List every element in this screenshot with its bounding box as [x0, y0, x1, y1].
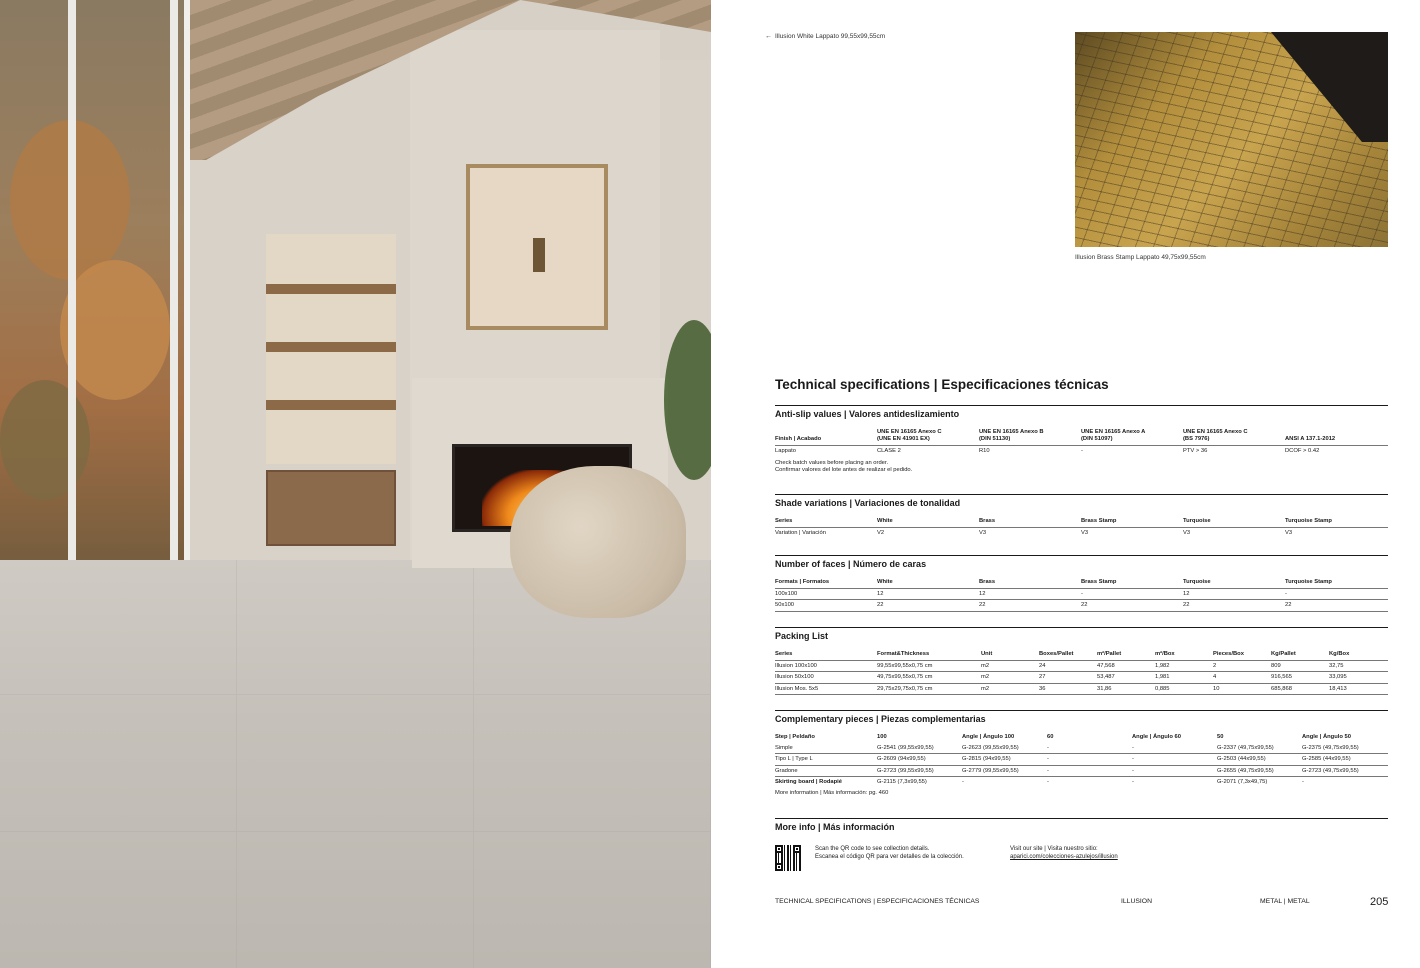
table-cell: - — [1081, 589, 1183, 600]
visit-site: Visit our site | Visita nuestro sitio: aparici.com/colecciones-azulejos/illusion — [1010, 846, 1118, 861]
table-cell: V3 — [1081, 530, 1089, 537]
table-cell: m2 — [981, 661, 1039, 672]
table-cell: - — [1047, 766, 1132, 777]
table-cell: m2 — [981, 684, 1039, 695]
table-cell: V3 — [979, 530, 987, 537]
column-header: Unit — [981, 651, 1039, 661]
page-title: Technical specifications | Especificaciones técnicas — [775, 377, 1109, 392]
table-cell: 22 — [877, 600, 979, 611]
table-cell: 24 — [1039, 661, 1097, 672]
shade-section — [775, 494, 1388, 538]
table-cell: R10 — [979, 448, 990, 455]
table-cell: 4 — [1213, 672, 1271, 683]
table-cell: V3 — [1285, 530, 1293, 537]
table-cell: 1,982 — [1155, 661, 1213, 672]
table-cell: Variation | Variación — [775, 530, 826, 537]
wood-cabinet — [266, 470, 396, 546]
table-cell: PTV > 36 — [1183, 448, 1208, 455]
table-cell: 29,75x29,75x0,75 cm — [877, 684, 981, 695]
column-header: 60 — [1047, 734, 1054, 740]
complementary-table — [775, 734, 1388, 787]
table-cell: 100x100 — [775, 589, 877, 600]
table-cell: CLASE 2 — [877, 448, 901, 455]
table-cell: 22 — [979, 600, 1081, 611]
table-cell: G-2541 (99,55x99,55) — [877, 743, 962, 754]
table-cell: Illusion 50x100 — [775, 672, 877, 683]
table-cell: 809 — [1271, 661, 1329, 672]
table-cell: - — [1132, 778, 1134, 785]
footer-category: METAL | METAL — [1260, 898, 1310, 905]
column-header: Angle | Ángulo 50 — [1302, 734, 1351, 740]
table-cell: G-2815 (94x99,55) — [962, 754, 1047, 765]
arrow-left-icon: ← — [765, 33, 772, 40]
table-cell: Illusion Mos. 5x5 — [775, 684, 877, 695]
table-cell: Gradone — [775, 766, 877, 777]
table-cell: 27 — [1039, 672, 1097, 683]
shelf — [266, 342, 396, 352]
page-number: 205 — [1370, 896, 1389, 908]
table-cell: - — [1047, 754, 1132, 765]
column-header: m²/Pallet — [1097, 651, 1155, 661]
column-header: Finish | Acabado — [775, 436, 877, 446]
section-heading: Anti-slip values | Valores antideslizamiento — [775, 409, 960, 419]
table-cell: - — [1047, 778, 1049, 785]
shade-table — [775, 518, 1388, 538]
table-cell: G-2115 (7,3x99,55) — [877, 778, 927, 785]
footer-section-label: TECHNICAL SPECIFICATIONS | ESPECIFICACIONES TÉCNICAS — [775, 898, 980, 905]
table-cell: V3 — [1183, 530, 1191, 537]
faces-section — [775, 555, 1388, 612]
section-heading: Number of faces | Número de caras — [775, 559, 927, 569]
table-cell: G-2723 (99,55x99,55) — [877, 766, 962, 777]
column-header: Series — [775, 518, 877, 528]
column-header: Kg/Pallet — [1271, 651, 1329, 661]
table-cell: 99,55x99,55x0,75 cm — [877, 661, 981, 672]
brass-stamp-photo — [1075, 32, 1388, 247]
antislip-section — [775, 405, 1388, 475]
table-cell: 22 — [1285, 600, 1388, 611]
table-cell: Skirting board | Rodapié — [775, 778, 843, 785]
table-cell: m2 — [981, 672, 1039, 683]
table-cell: - — [1302, 778, 1304, 785]
column-header: Turquoise Stamp — [1285, 579, 1388, 589]
column-header: Boxes/Pallet — [1039, 651, 1097, 661]
table-cell: - — [1081, 448, 1083, 455]
column-header: Turquoise — [1183, 518, 1285, 528]
footer-collection: ILLUSION — [1121, 898, 1152, 905]
table-cell: 12 — [877, 589, 979, 600]
table-cell: 36 — [1039, 684, 1097, 695]
column-header: Turquoise Stamp — [1285, 518, 1388, 528]
table-cell: G-2503 (44x99,55) — [1217, 754, 1302, 765]
column-header: Turquoise — [1183, 579, 1285, 589]
column-header: 100 — [877, 734, 887, 740]
table-cell: Illusion 100x100 — [775, 661, 877, 672]
table-cell: 22 — [1183, 600, 1285, 611]
antislip-table — [775, 429, 1388, 457]
table-cell: G-2375 (49,75x99,55) — [1302, 743, 1388, 754]
table-cell: G-2723 (49,75x99,55) — [1302, 766, 1388, 777]
section-heading: Packing List — [775, 631, 829, 641]
table-cell: G-2655 (49,75x99,55) — [1217, 766, 1302, 777]
table-cell: G-2609 (94x99,55) — [877, 754, 962, 765]
column-header: m²/Box — [1155, 651, 1213, 661]
table-cell: 12 — [1183, 589, 1285, 600]
table-cell: 12 — [979, 589, 1081, 600]
table-cell: 33,095 — [1329, 672, 1388, 683]
top-caption: ← Illusion White Lappato 99,55x99,55cm — [765, 33, 886, 40]
column-header: Brass — [979, 518, 1081, 528]
complementary-section — [775, 710, 1388, 798]
table-cell: 916,565 — [1271, 672, 1329, 683]
moreinfo-section — [775, 818, 1388, 842]
column-header: Formats | Formatos — [775, 579, 877, 589]
boucle-armchair — [510, 466, 686, 618]
table-cell: - — [1132, 754, 1217, 765]
table-cell: - — [1132, 743, 1217, 754]
table-cell: 32,75 — [1329, 661, 1388, 672]
column-header: Brass Stamp — [1081, 518, 1183, 528]
scan-instructions: Scan the QR code to see collection details. Escanea el código QR para ver detalles de la colección. — [815, 846, 964, 861]
faces-table — [775, 579, 1388, 612]
column-header: ANSI A 137.1-2012 — [1285, 436, 1388, 446]
table-cell: 685,868 — [1271, 684, 1329, 695]
column-header: UNE EN 16165 Anexo A (DIN 51097) — [1081, 429, 1183, 446]
column-header: White — [877, 518, 979, 528]
section-heading: Complementary pieces | Piezas complementarias — [775, 714, 986, 724]
shelf — [266, 400, 396, 410]
table-cell: 31,86 — [1097, 684, 1155, 695]
table-cell: 0,885 — [1155, 684, 1213, 695]
table-cell: 2 — [1213, 661, 1271, 672]
table-cell: 18,413 — [1329, 684, 1388, 695]
table-cell: 47,568 — [1097, 661, 1155, 672]
table-cell: Lappato — [775, 448, 796, 455]
table-cell: G-2071 (7,3x49,75) — [1217, 778, 1268, 785]
column-header: 50 — [1217, 734, 1224, 740]
column-header: Series — [775, 651, 877, 661]
table-cell: 22 — [1081, 600, 1183, 611]
column-header: Brass — [979, 579, 1081, 589]
column-header: Pieces/Box — [1213, 651, 1271, 661]
column-header: Brass Stamp — [1081, 579, 1183, 589]
table-cell: Tipo L | Type L — [775, 754, 877, 765]
table-cell: Simple — [775, 743, 877, 754]
column-header: Angle | Ángulo 60 — [1132, 734, 1181, 740]
table-cell: G-2337 (49,75x99,55) — [1217, 743, 1302, 754]
complementary-note: More information | Más información: pg. 460 — [775, 790, 889, 797]
column-header: Step | Peldaño — [775, 734, 815, 740]
packing-section — [775, 627, 1388, 695]
column-header: UNE EN 16165 Anexo C (UNE EN 41901 EX) — [877, 429, 979, 446]
table-cell: DCOF > 0.42 — [1285, 448, 1320, 455]
qr-code-icon[interactable] — [775, 845, 801, 871]
table-cell: V2 — [877, 530, 885, 537]
shelf — [266, 284, 396, 294]
table-cell: G-2623 (99,55x99,55) — [962, 743, 1047, 754]
floor-tile-joints — [0, 560, 711, 968]
table-cell: 53,487 — [1097, 672, 1155, 683]
artwork-detail — [533, 238, 545, 272]
site-link[interactable]: aparici.com/colecciones-azulejos/illusion — [1010, 854, 1118, 861]
column-header: Angle | Ángulo 100 — [962, 734, 1015, 740]
table-cell: - — [1285, 589, 1388, 600]
table-cell: G-2585 (44x99,55) — [1302, 754, 1388, 765]
column-header: UNE EN 16165 Anexo B (DIN 51130) — [979, 429, 1081, 446]
table-cell: 1,981 — [1155, 672, 1213, 683]
table-cell: - — [1132, 766, 1217, 777]
photo-caption: Illusion Brass Stamp Lappato 49,75x99,55cm — [1075, 254, 1206, 261]
column-header: White — [877, 579, 979, 589]
table-cell: - — [962, 778, 964, 785]
packing-table — [775, 651, 1388, 695]
table-cell: 49,75x99,55x0,75 cm — [877, 672, 981, 683]
antislip-note: Check batch values before placing an order. Confirmar valores del lote antes de realizar el pedido. — [775, 459, 913, 474]
table-cell: 10 — [1213, 684, 1271, 695]
column-header: UNE EN 16165 Anexo C (BS 7976) — [1183, 429, 1285, 446]
table-cell: 50x100 — [775, 600, 877, 611]
table-cell: - — [1047, 743, 1132, 754]
section-heading: More info | Más información — [775, 822, 895, 832]
section-heading: Shade variations | Variaciones de tonalidad — [775, 498, 961, 508]
column-header: Kg/Box — [1329, 651, 1388, 661]
column-header: Format&Thickness — [877, 651, 981, 661]
table-cell: G-2779 (99,55x99,55) — [962, 766, 1047, 777]
